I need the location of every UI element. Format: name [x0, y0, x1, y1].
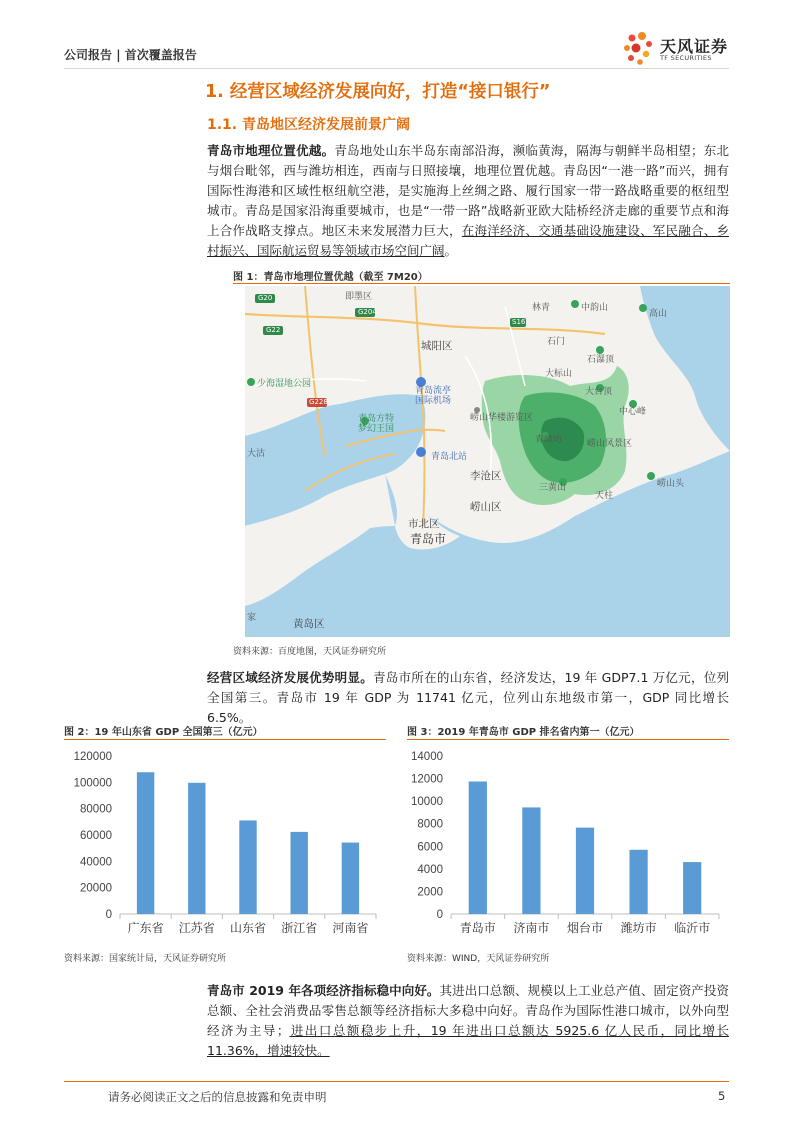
map-label-huashan: 崂山华楼游览区 — [470, 413, 534, 423]
y-tick-label: 0 — [436, 909, 443, 921]
map-label-dabaoshan: 大标山 — [545, 369, 573, 379]
map-label-s16: S16 — [512, 318, 526, 326]
report-type-header — [64, 46, 197, 63]
map-label-g20: G20 — [258, 294, 273, 302]
map-label-qingdao: 青岛市 — [410, 532, 447, 546]
map-label-laoshantou: 崂山头 — [657, 479, 685, 489]
figure3-title: 图 3：2019 年青岛市 GDP 排名省内第一（亿元） — [407, 727, 640, 738]
bar-山东省 — [239, 820, 256, 914]
y-tick-label: 100000 — [73, 777, 112, 790]
tf-securities-logo — [622, 30, 732, 70]
header-divider — [64, 68, 729, 69]
header-separator: | — [116, 48, 121, 62]
paragraph-body: 青岛市所在的山东省，经济发达，19 年 GDP7.1 万亿元，位列全国第三。青岛市 19 年 GDP 为 11741 亿元，位列山东地级市第一，GDP 同比增长 6.5%。 — [207, 670, 729, 725]
y-tick-label: 10000 — [411, 796, 443, 809]
bar-广东省 — [137, 772, 154, 914]
x-tick-label: 山东省 — [229, 921, 267, 935]
bar-浙江省 — [290, 832, 307, 914]
y-tick-label: 60000 — [80, 830, 112, 842]
paragraph-underline: 在海洋经济、交通基础设施建设、军民融合、乡村振兴、国际航运贸易等领域市场空间广阔 — [207, 223, 729, 258]
footer-divider — [64, 1081, 729, 1082]
x-tick-label: 广东省 — [127, 921, 164, 935]
x-tick-label: 潍坊市 — [620, 921, 657, 935]
figure1-source: 资料来源：百度地图，天风证券研究所 — [233, 647, 387, 657]
map-label-huangdao: 黄岛区 — [293, 618, 325, 630]
logo-flower-icon — [622, 30, 658, 70]
paragraph-location — [207, 141, 729, 261]
figure1-title: 图 1：青岛市地理位置优越（截至 7M20） — [233, 272, 428, 283]
report-subtype-label: 首次覆盖报告 — [124, 48, 197, 62]
figure2-source: 资料来源：国家统计局，天风证券研究所 — [64, 954, 227, 964]
map-label-sanhuangshan: 三黄山 — [539, 483, 567, 493]
bar-河南省 — [342, 843, 359, 914]
map-label-dataiding: 大台顶 — [585, 387, 613, 397]
map-label-chengyang: 城阳区 — [421, 340, 453, 352]
x-tick-label: 浙江省 — [281, 921, 318, 935]
y-tick-label: 14000 — [411, 751, 443, 763]
chart-shandong-gdp-svg — [64, 744, 386, 944]
subsection-heading: 1.1. 青岛地区经济发展前景广阔 — [207, 117, 410, 133]
y-tick-label: 6000 — [417, 841, 443, 854]
page-number: 5 — [718, 1089, 726, 1103]
map-label-gaoshan: 高山 — [649, 309, 668, 319]
map-label-g228: G228 — [309, 398, 328, 406]
map-label-laoshan-scenic: 崂山风景区 — [587, 439, 633, 449]
bar-济南市 — [522, 807, 540, 914]
logo-text-en: TF SECURITIES — [660, 54, 712, 62]
map-label-shaohai: 少海湿地公园 — [257, 379, 312, 389]
map-label-qingdaobei: 青岛北站 — [431, 452, 468, 462]
map-label-jimo: 即墨区 — [345, 292, 373, 302]
map-label-linqing: 林青 — [532, 303, 551, 313]
x-tick-label: 烟台市 — [566, 921, 604, 935]
chart-qingdao-gdp — [407, 744, 729, 944]
y-tick-label: 0 — [105, 909, 112, 921]
bar-潍坊市 — [629, 850, 647, 914]
bar-江苏省 — [188, 783, 205, 914]
y-tick-label: 120000 — [73, 751, 112, 763]
map-label-shibei: 市北区 — [408, 518, 440, 530]
qingdao-map — [245, 286, 730, 637]
paragraph-lead: 青岛市 2019 年各项经济指标稳中向好。 — [207, 983, 440, 998]
x-tick-label: 济南市 — [513, 921, 550, 935]
map-label-zhongyunshan: 中韵山 — [581, 303, 609, 313]
y-tick-label: 8000 — [417, 818, 443, 831]
paragraph-lead: 经营区域经济发展优势明显。 — [207, 670, 373, 685]
map-label-laoshan: 崂山区 — [470, 501, 502, 513]
map-label-zhongxinfeng: 中心峰 — [619, 407, 647, 417]
bar-青岛市 — [469, 781, 487, 914]
map-label-airport: 青岛流亭 国际机场 — [415, 386, 452, 406]
y-tick-label: 2000 — [417, 886, 443, 899]
map-canvas — [245, 286, 730, 637]
paragraph-end: 。 — [444, 243, 458, 258]
figure2-title: 图 2：19 年山东省 GDP 全国第三（亿元） — [64, 727, 263, 738]
figure3-source: 资料来源：WIND，天风证券研究所 — [407, 954, 550, 964]
paragraph-lead: 青岛市地理位置优越。 — [207, 143, 335, 158]
figure1-title-rule — [233, 283, 730, 284]
map-label-g204: G204 — [358, 308, 377, 316]
map-label-jia: 家 — [247, 613, 257, 623]
paragraph-body: 其进出口总额、规模以上工业总产值、固定资产投资总额、全社会消费品零售总额等经济指标大多稳中向好。青岛作为国际性港口城市，以外向型经济为主导； — [207, 983, 729, 1038]
chart-qingdao-gdp-svg — [407, 744, 729, 944]
y-tick-label: 12000 — [411, 773, 443, 786]
x-tick-label: 江苏省 — [178, 921, 215, 935]
x-tick-label: 临沂市 — [674, 921, 711, 935]
y-tick-label: 80000 — [80, 803, 112, 816]
report-type-label: 公司报告 — [64, 48, 113, 62]
paragraph-body: 青岛地处山东半岛东南部沿海，濒临黄海，隔海与朝鲜半岛相望；东北与烟台毗邻，西与潍坊相连，西南与日照接壤，地理位置优越。青岛因“一港一路”而兴，拥有国际性海港和区域性枢纽航空港，是实施海上丝绸之路、履行国家一带一路战略重要的枢纽型城市。青岛是国家沿海重要城市，也是“一带一路”战略新亚欧大陆桥经济走廊的重要节点和海上合作战略支撑点。地区未来发展潜力巨大， — [207, 143, 729, 238]
y-tick-label: 4000 — [417, 863, 443, 876]
logo-text-cn: 天风证券 — [660, 37, 729, 56]
y-tick-label: 40000 — [80, 856, 112, 869]
map-label-tianzhu: 天柱 — [595, 491, 614, 501]
station-marker — [416, 447, 426, 457]
chart-shandong-gdp — [64, 744, 386, 944]
bar-临沂市 — [683, 862, 701, 914]
map-label-g22: G22 — [266, 326, 281, 334]
bar-烟台市 — [576, 828, 594, 914]
map-label-shilaoding: 石瀑顶 — [587, 355, 615, 365]
figure2-title-rule — [64, 739, 386, 740]
map-label-shimen: 石门 — [547, 337, 566, 347]
map-label-dagu: 大沽 — [247, 449, 266, 459]
map-label-fangte: 青岛方特 梦幻王国 — [358, 414, 395, 434]
x-tick-label: 青岛市 — [459, 921, 496, 935]
x-tick-label: 河南省 — [332, 921, 369, 935]
y-tick-label: 20000 — [80, 882, 112, 895]
paragraph-indicators — [207, 981, 729, 1061]
map-label-licang: 李沧区 — [470, 470, 502, 482]
paragraph-economy — [207, 668, 729, 728]
paragraph-underline: 进出口总额稳步上升，19 年进出口总额达 5925.6 亿人民币，同比增长 11.36%，增速较快。 — [207, 1023, 729, 1058]
footer-disclaimer: 请务必阅读正文之后的信息披露和免责申明 — [108, 1090, 327, 1104]
map-label-qingfengfang: 青峰坊 — [535, 435, 563, 445]
section-heading: 1. 经营区域经济发展向好，打造“接口银行” — [205, 82, 551, 102]
figure3-title-rule — [407, 739, 729, 740]
